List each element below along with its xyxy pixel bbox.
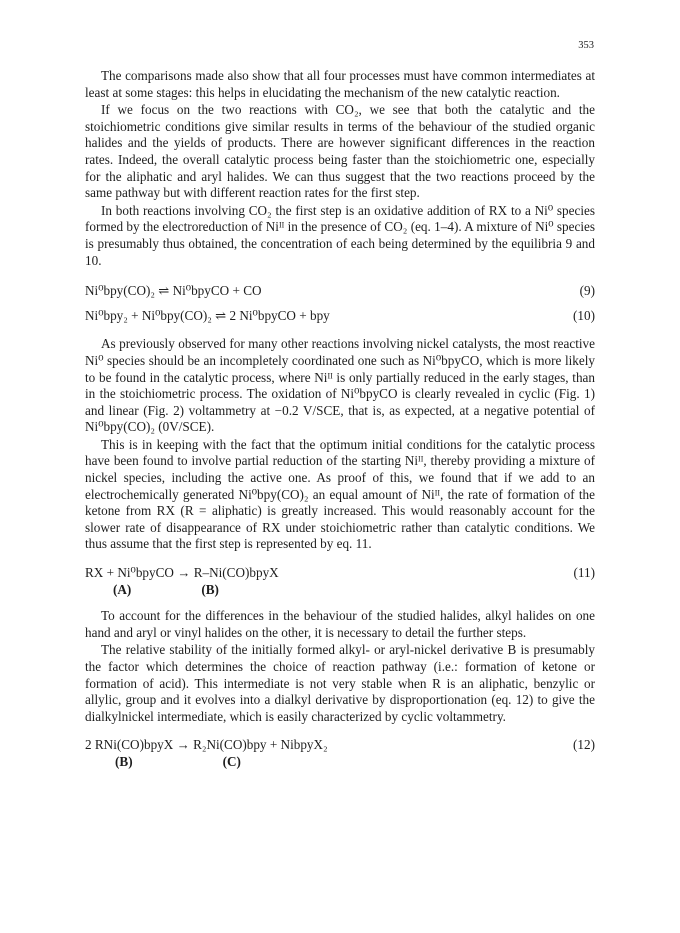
body-text	[85, 68, 595, 771]
paragraph-4: As previously observed for many other reactions involving nickel catalysts, the most reactive Ni⁰ species should be an incompletely coordinated one such as Ni⁰bpyCO, which is more likely to be found in the catalytic process, where Niᴵᴵ is only partially reduced in the early stages, than in the stoichiometric process. The oxidation of Ni⁰bpyCO is clearly revealed in cyclic (Fig. 1) and linear (Fig. 2) voltammetry at −0.2 V/SCE, that is, as expected, at a negative potential of Ni⁰bpy(CO)₂ (0V/SCE).	[85, 336, 595, 435]
label-b-2: (B)	[115, 753, 133, 769]
label-a: (A)	[113, 581, 132, 597]
paragraph-6: To account for the differences in the behaviour of the studied halides, alkyl halides on one hand and aryl or vinyl halides on the other, it is necessary to detail the further steps.	[85, 608, 595, 640]
label-b: (B)	[201, 581, 219, 597]
label-c: (C)	[222, 753, 241, 769]
equation-9-text: Ni⁰bpy(CO)₂ ⇌ Ni⁰bpyCO + CO	[85, 283, 262, 299]
page-number: 353	[578, 40, 594, 51]
equation-9	[85, 283, 595, 300]
paragraph-1: The comparisons made also show that all four processes must have common intermediates at least at some stages: this helps in elucidating the mechanism of the new catalytic reaction.	[85, 68, 595, 100]
equation-11-number: (11)	[573, 565, 595, 581]
equation-12-number: (12)	[573, 737, 595, 753]
equation-12	[85, 737, 595, 754]
equation-11-labels	[85, 582, 595, 599]
equation-10-text: Ni⁰bpy₂ + Ni⁰bpy(CO)₂ ⇌ 2 Ni⁰bpyCO + bpy	[85, 307, 330, 323]
paragraph-2: If we focus on the two reactions with CO₂, we see that both the catalytic and the stoichiometric conditions give similar results in terms of the behaviour of the studied organic halides and the yields of products. There are however significant differences in the reaction rates. Indeed, the overall catalytic process being faster than the stoichiometric one, especially for the aliphatic and aryl halides. We can thus suggest that the two reactions proceed by the same pathway but with different reaction rates for the first step.	[85, 102, 595, 201]
paragraph-7: The relative stability of the initially formed alkyl- or aryl-nickel derivative B is presumably the factor which determines the choice of reaction pathway (i.e.: formation of ketone or formation of acid). This intermediate is not very stable when R is an aliphatic, benzylic or allylic, group and it evolves into a dialkyl derivative by disproportionation (eq. 12) to give the dialkylnickel intermediate, which is easily characterized by cyclic voltammetry.	[85, 642, 595, 724]
equation-9-number: (9)	[579, 283, 595, 299]
equation-12-labels	[85, 754, 595, 771]
paragraph-3: In both reactions involving CO₂ the first step is an oxidative addition of RX to a Ni⁰ species formed by the electroreduction of Niᴵᴵ in the presence of CO₂ (eq. 1–4). A mixture of Ni⁰ species is presumably thus obtained, the concentration of each being determined by the equilibria 9 and 10.	[85, 202, 595, 268]
equation-12-text: 2 RNi(CO)bpyX → R₂Ni(CO)bpy + NibpyX₂	[85, 737, 328, 753]
equation-11	[85, 565, 595, 582]
equation-10-number: (10)	[573, 307, 595, 323]
paragraph-5: This is in keeping with the fact that the optimum initial conditions for the catalytic process have been found to involve partial reduction of the starting Niᴵᴵ, thereby providing a mixture of nickel species, including the active one. As proof of this, we found that if we add to an electrochemically generated Ni⁰bpy(CO)₂ an equal amount of Niᴵᴵ, the rate of formation of the ketone from RX (R = aliphatic) is greatly increased. This would reasonably account for the slower rate of disappearance of RX under stoichiometric rather than catalytic conditions. We thus assume that the first step is represented by eq. 11.	[85, 436, 595, 552]
equation-10	[85, 308, 595, 325]
equation-11-text: RX + Ni⁰bpyCO → R–Ni(CO)bpyX	[85, 565, 279, 581]
